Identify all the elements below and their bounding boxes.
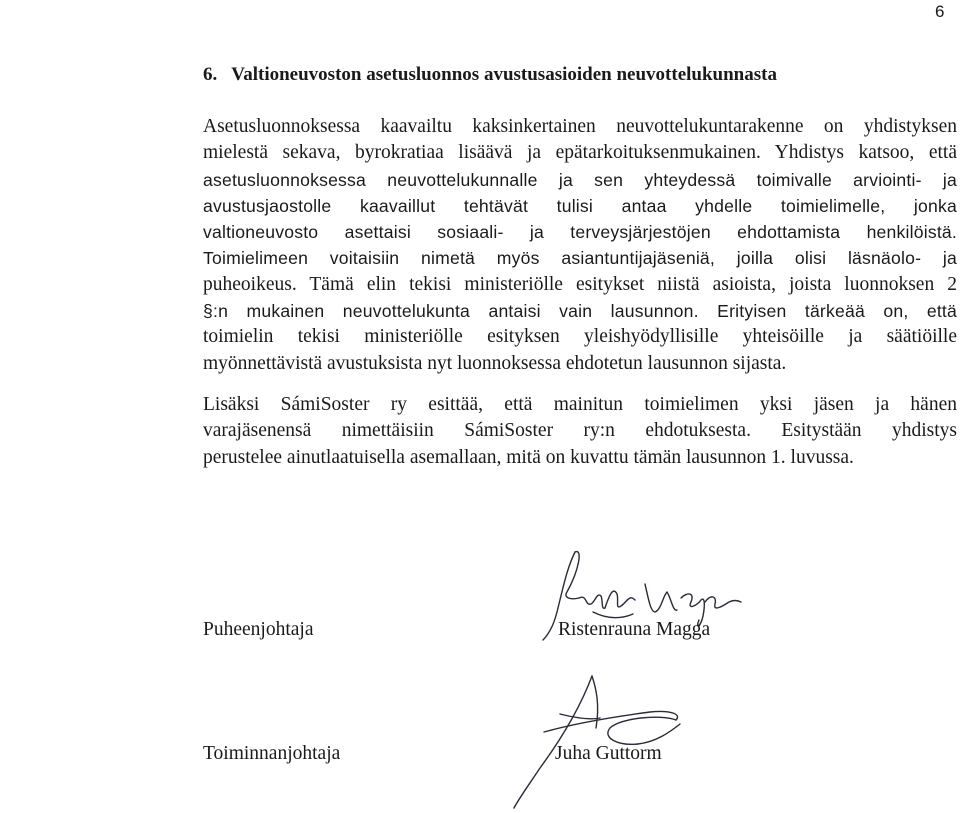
paragraph-2-line-1: Lisäksi SámiSoster ry esittää, että mainitun toimielimen yksi jäsen ja hänen	[203, 394, 957, 415]
section-heading	[203, 64, 777, 86]
section-number: 6.	[203, 64, 218, 85]
paragraph-1-line-6: Toimielimeen voitaisiin nimetä myös asiantuntijajäseniä, joilla olisi läsnäolo- ja	[203, 248, 957, 269]
paragraph-1-line-9: toimielin tekisi ministeriölle esityksen yleishyödyllisille yhteisöille ja säätiöille	[203, 326, 957, 348]
signatory-1-name: Ristenrauna Magga	[558, 619, 711, 640]
paragraph-2-line-2: varajäsenensä nimettäisiin SámiSoster ry:n ehdotuksesta. Esitystään yhdistys	[203, 420, 957, 442]
paragraph-2-line-3: perustelee ainutlaatuisella asemallaan, mitä on kuvattu tämän lausunnon 1. luvussa.	[203, 446, 854, 468]
paragraph-1-line-1: Asetusluonnoksessa kaavailtu kaksinkertainen neuvottelukuntarakenne on yhdistyksen	[203, 116, 957, 137]
paragraph-2	[203, 392, 957, 471]
signatory-2-role: Toiminnanjohtaja	[203, 743, 341, 764]
section-title: Valtioneuvoston asetusluonnos avustusasioiden neuvottelukunnasta	[231, 64, 777, 85]
paragraph-1-line-8: §:n mukainen neuvottelukunta antaisi vain lausunnon. Erityisen tärkeää on, että	[203, 301, 957, 322]
signatory-1-role: Puheenjohtaja	[203, 619, 314, 640]
paragraph-1-line-10: myönnettävistä avustuksista nyt luonnoksessa ehdotetun lausunnon sijasta.	[203, 352, 787, 374]
paragraph-1-line-4: avustusjaostolle kaavaillut tehtävät tulisi antaa yhdelle toimielimelle, jonka	[203, 195, 957, 216]
signature-2-handwriting	[500, 668, 700, 813]
paragraph-1-line-5: valtioneuvosto asettaisi sosiaali- ja terveysjärjestöjen ehdottamista henkilöistä.	[203, 222, 957, 243]
paragraph-1-line-2: mielestä sekava, byrokratiaa lisäävä ja epätarkoituksenmukainen. Yhdistys katsoo, että	[203, 142, 957, 164]
signatory-2-name: Juha Guttorm	[555, 743, 662, 764]
paragraph-1-line-7: puheoikeus. Tämä elin tekisi ministeriölle esitykset niistä asioista, joista luonnoksen 2	[203, 273, 957, 295]
paragraph-1-line-3: asetusluonnoksessa neuvottelukunnalle ja sen yhteydessä toimivalle arviointi- ja	[203, 169, 957, 190]
page-number: 6	[935, 2, 945, 21]
paragraph-1	[203, 114, 957, 377]
